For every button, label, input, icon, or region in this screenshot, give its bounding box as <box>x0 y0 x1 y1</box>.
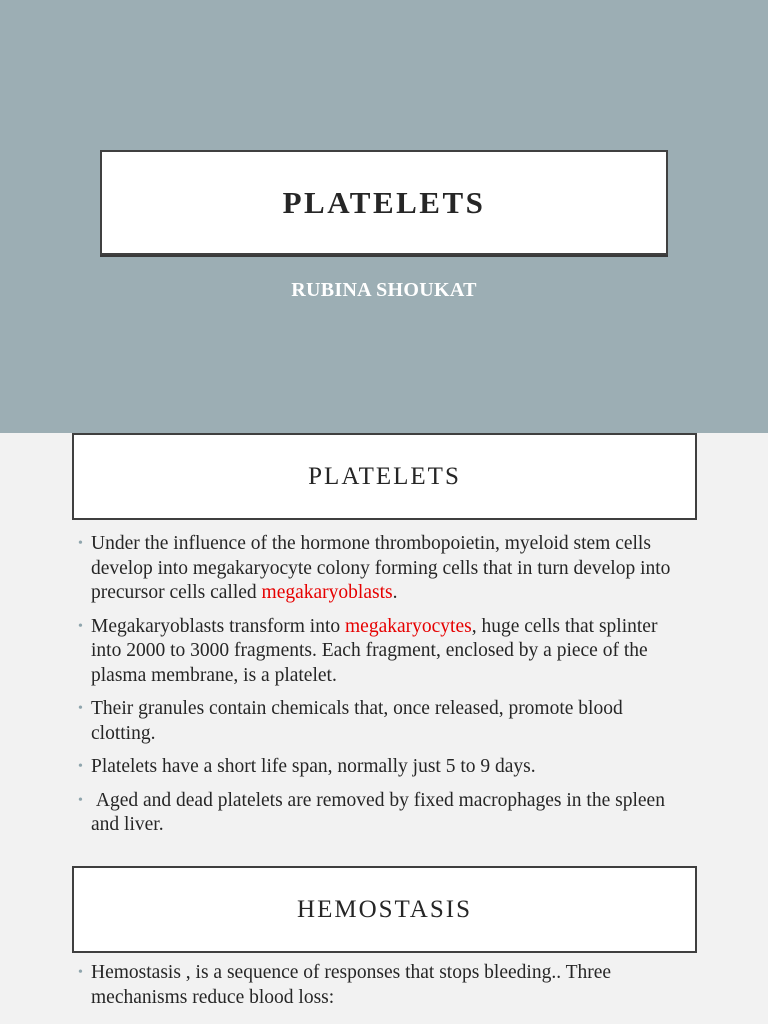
bullet-text: Their granules contain chemicals that, once released, promote blood clotting. <box>91 698 623 744</box>
hemostasis-heading-box <box>72 866 697 953</box>
bullet-icon: • <box>78 536 83 551</box>
bullet-icon: • <box>78 965 83 980</box>
list-item <box>78 755 678 780</box>
bullet-text: Aged and dead platelets are removed by fixed macrophages in the spleen and liver. <box>91 789 670 835</box>
bullet-text: Platelets have a short life span, normally just 5 to 9 days. <box>91 756 536 777</box>
highlight-term: megakaryocytes <box>345 615 472 637</box>
list-item <box>78 789 678 838</box>
platelets-heading: PLATELETS <box>308 462 461 490</box>
bullet-text: Hemostasis , is a sequence of responses that stops bleeding.. Three mechanisms reduce blood loss: <box>91 962 612 1008</box>
bullet-text: Under the influence of the hormone thrombopoietin, myeloid stem cells develop into megakaryocyte colony forming cells that in turn develop into precursor cells called <box>91 533 671 603</box>
bullet-icon: • <box>78 701 83 716</box>
list-item <box>78 532 678 606</box>
hemostasis-bullet-list <box>78 961 678 1019</box>
content-slides <box>0 433 768 1024</box>
author-name: RUBINA SHOUKAT <box>291 279 477 301</box>
hemostasis-heading: HEMOSTASIS <box>297 895 472 923</box>
bullet-icon: • <box>78 759 83 774</box>
bullet-text-end: , huge cells that splinter into 2000 to 3000 fragments. Each fragment, enclosed by a piece of the plasma membrane, is a platelet. <box>91 615 658 686</box>
bullet-text-end: . <box>392 582 398 603</box>
bullet-icon: • <box>78 792 83 808</box>
platelets-bullet-list <box>78 532 678 847</box>
page-title: PLATELETS <box>282 184 486 220</box>
platelets-heading-box <box>72 433 697 520</box>
list-item <box>78 961 678 1010</box>
list-item <box>78 697 678 746</box>
title-box <box>100 150 668 255</box>
list-item <box>78 615 678 689</box>
title-slide <box>0 0 768 433</box>
bullet-text: Megakaryoblasts transform into <box>91 615 345 637</box>
highlight-term: megakaryoblasts <box>261 582 393 603</box>
bullet-icon: • <box>78 618 83 634</box>
